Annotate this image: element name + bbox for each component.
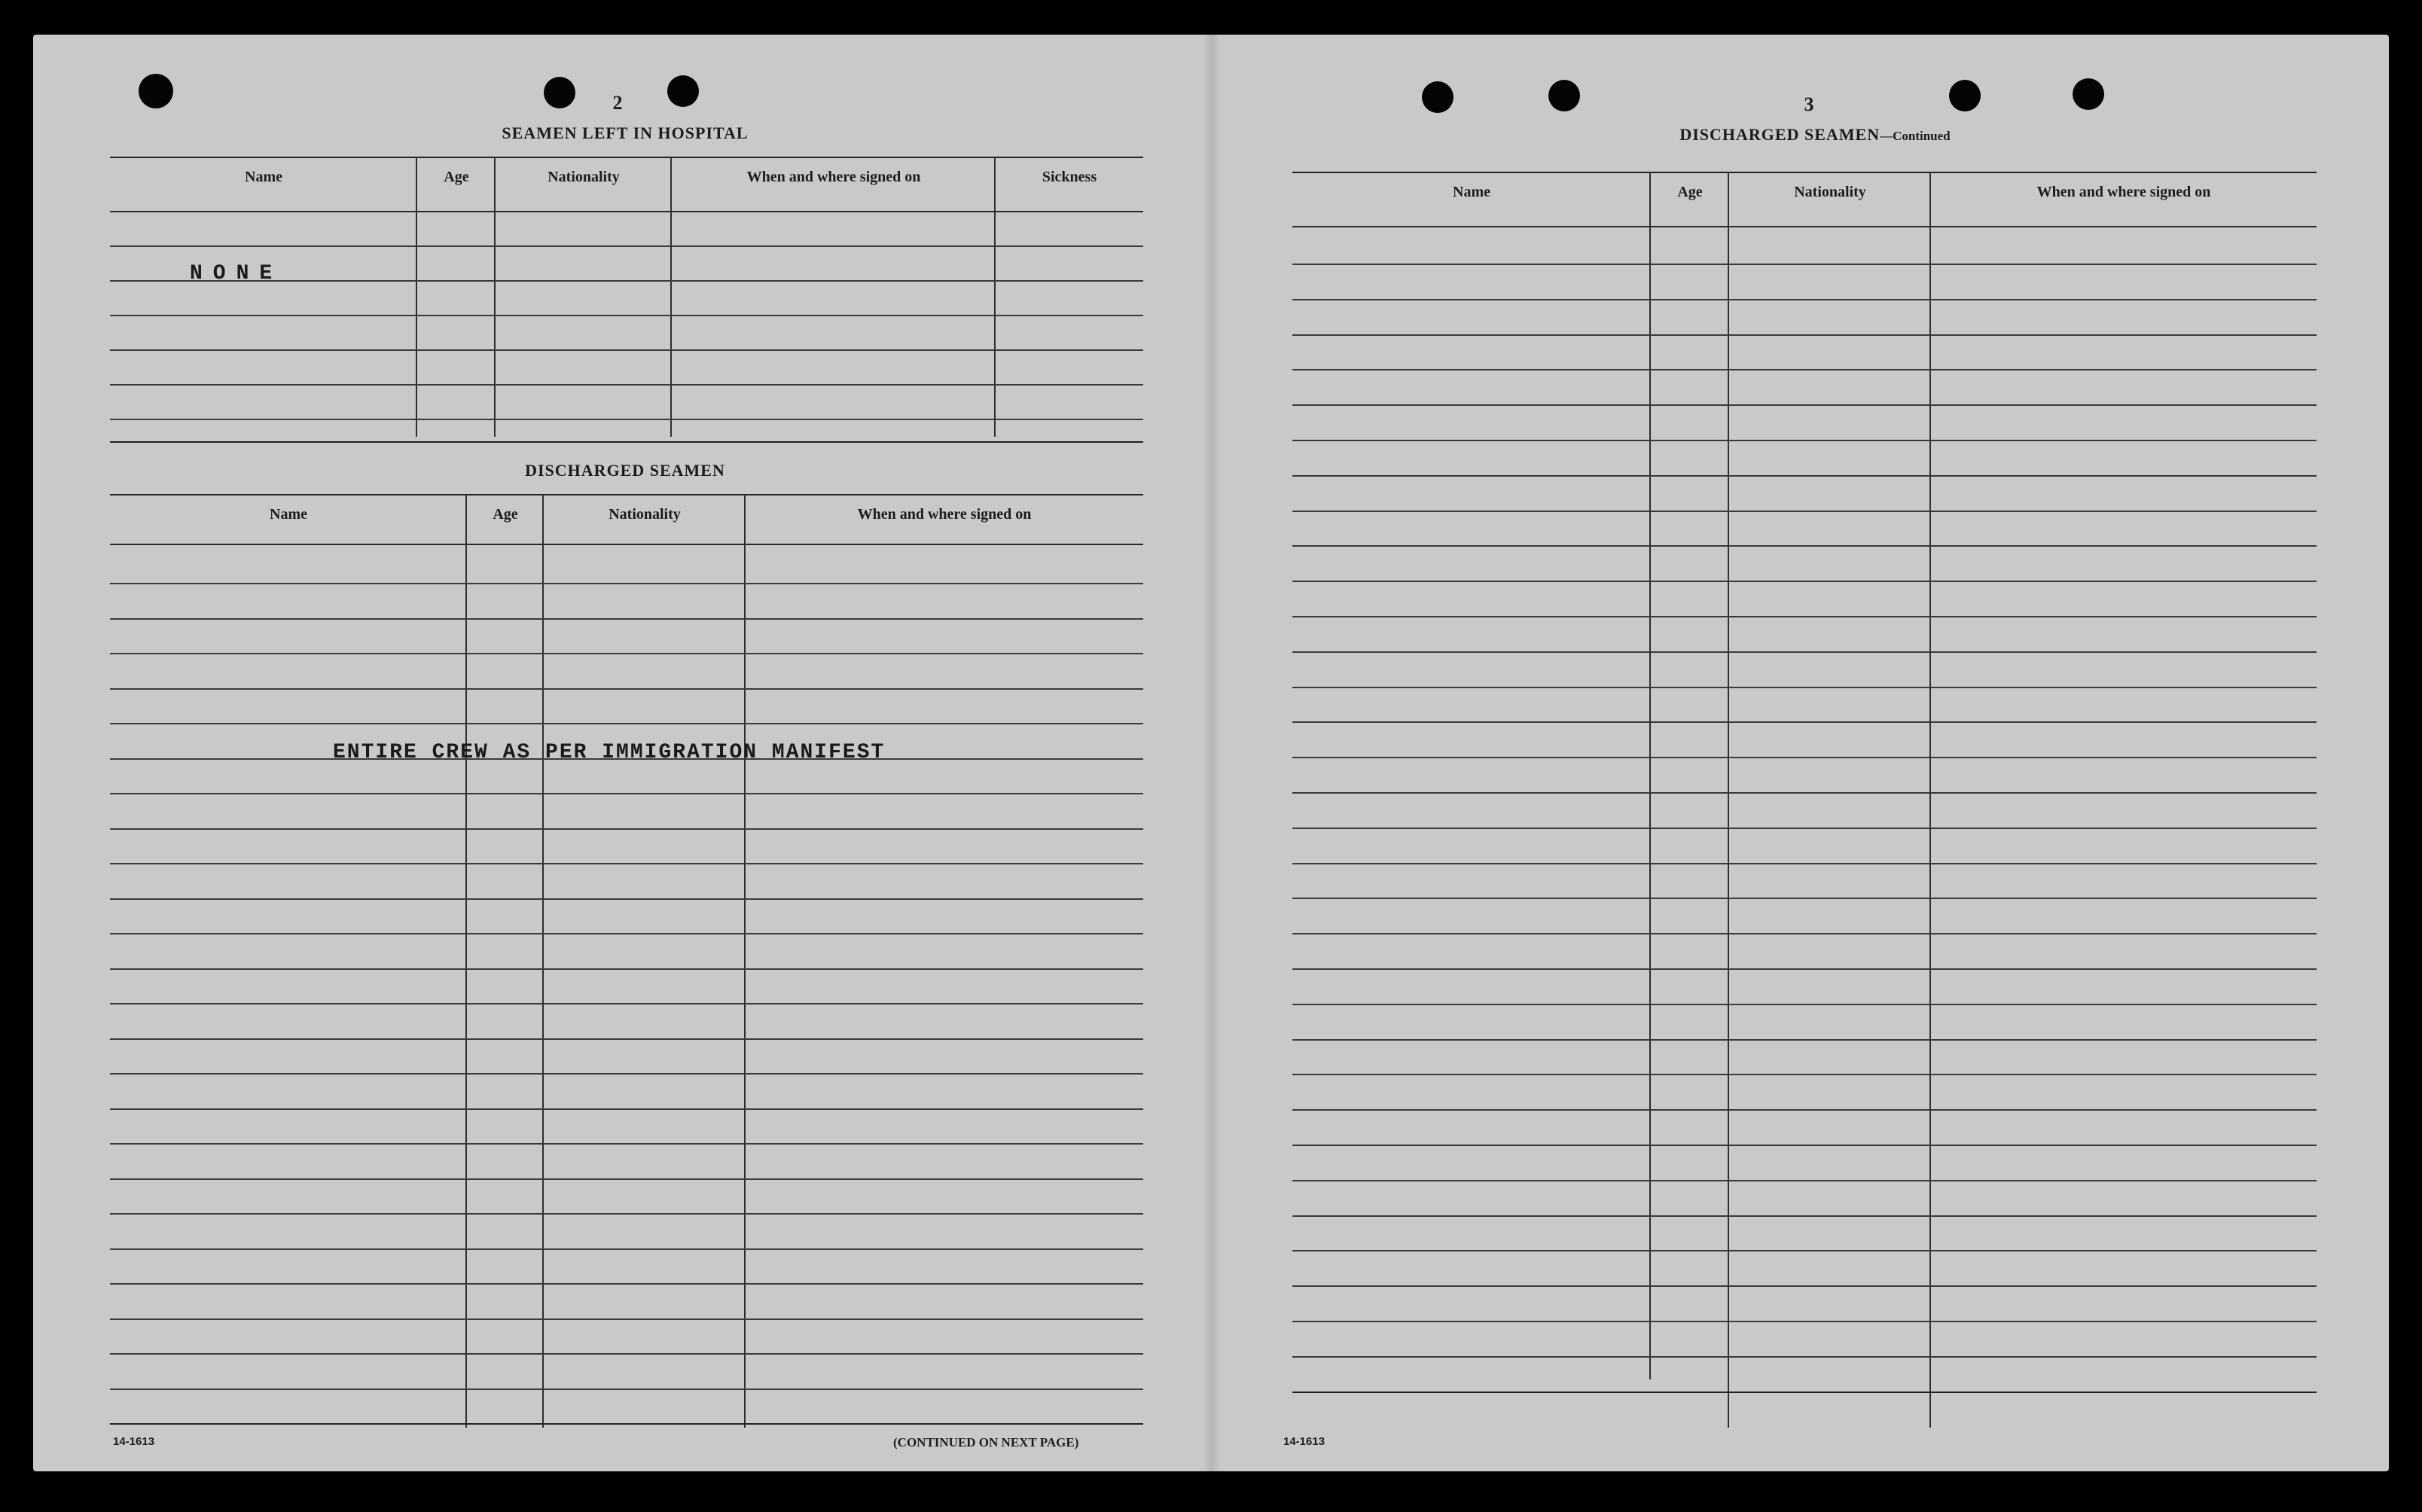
table-row-line	[1292, 792, 2317, 794]
table-row-line	[110, 1213, 1143, 1215]
hospital-entry-text: NONE	[190, 262, 283, 285]
discharged-entry-text: ENTIRE CREW AS PER IMMIGRATION MANIFEST	[333, 741, 886, 764]
column-header-name: Name	[245, 169, 282, 185]
table-row-line	[110, 933, 1143, 934]
table-row-line	[110, 828, 1143, 830]
discharged-section-title: DISCHARGED SEAMEN	[525, 461, 725, 480]
punch-hole	[544, 77, 575, 108]
table-row-line	[110, 583, 1143, 584]
discharged-continued-table	[1292, 172, 2317, 1428]
punch-hole	[1548, 80, 1580, 111]
center-fold	[1203, 35, 1220, 1471]
table-row-line	[1292, 299, 2317, 300]
punch-hole	[2073, 78, 2104, 110]
table-row-line	[1292, 898, 2317, 899]
column-header-sickness: Sickness	[1042, 169, 1097, 185]
page-number: 3	[1804, 93, 1814, 115]
column-header-age: Age	[444, 169, 469, 185]
table-row-line	[1292, 1109, 2317, 1111]
form-number: 14-1613	[113, 1435, 155, 1448]
table-row-line	[1292, 1250, 2317, 1251]
table-row-line	[110, 1073, 1143, 1075]
table-row-line	[1292, 440, 2317, 441]
punch-hole	[1949, 80, 1981, 111]
table-row-line	[1292, 1004, 2317, 1005]
table-row-line	[110, 1318, 1143, 1320]
hospital-table-header	[110, 157, 1143, 212]
table-row-line	[1292, 404, 2317, 406]
table-row-line	[1292, 1392, 2317, 1393]
table-row-line	[110, 653, 1143, 654]
table-row-line	[110, 1353, 1143, 1355]
table-row-line	[110, 1423, 1143, 1425]
table-row-line	[1292, 1180, 2317, 1181]
discharged-table	[110, 494, 1143, 1428]
continued-table-header	[1292, 172, 2317, 227]
column-header-nationality: Nationality	[1794, 184, 1866, 200]
table-row-line	[110, 688, 1143, 690]
punch-hole	[1422, 81, 1454, 113]
column-header-nationality: Nationality	[548, 169, 620, 185]
table-row-line	[110, 1178, 1143, 1180]
discharged-table-header	[110, 494, 1143, 545]
continued-note: (CONTINUED ON NEXT PAGE)	[893, 1435, 1079, 1450]
table-row-line	[1292, 651, 2317, 653]
table-row-line	[1292, 1285, 2317, 1287]
table-row-line	[110, 1003, 1143, 1004]
page-number: 2	[612, 92, 623, 114]
table-row-line	[1292, 264, 2317, 265]
column-header-name: Name	[1453, 184, 1490, 200]
hospital-table	[110, 157, 1143, 443]
column-header-age: Age	[493, 506, 518, 523]
table-row-line	[1292, 1074, 2317, 1075]
punch-hole	[139, 74, 173, 108]
column-header-signed-on: When and where signed on	[2036, 184, 2211, 200]
table-row-line	[1292, 968, 2317, 970]
punch-hole	[667, 75, 699, 107]
table-row-line	[1292, 616, 2317, 617]
table-row-line	[110, 1389, 1143, 1390]
column-header-nationality: Nationality	[609, 506, 681, 523]
table-row-line	[1292, 1145, 2317, 1146]
table-row-line	[1292, 687, 2317, 688]
table-row-line	[110, 968, 1143, 970]
table-row-line	[110, 1248, 1143, 1250]
column-header-name: Name	[270, 506, 307, 523]
table-row-line	[1292, 757, 2317, 758]
column-header-signed-on: When and where signed on	[746, 169, 921, 185]
title-suffix: —Continued	[1880, 129, 1951, 143]
table-row-line	[1292, 1321, 2317, 1322]
table-row-line	[1292, 721, 2317, 723]
table-row-line	[1292, 334, 2317, 336]
table-row-line	[1292, 475, 2317, 477]
table-row-line	[1292, 545, 2317, 547]
table-row-line	[110, 898, 1143, 900]
table-row-line	[1292, 581, 2317, 582]
hospital-section-title: SEAMEN LEFT IN HOSPITAL	[502, 123, 749, 142]
column-header-signed-on: When and where signed on	[857, 506, 1032, 523]
table-row-line	[110, 1143, 1143, 1145]
form-number: 14-1613	[1283, 1435, 1325, 1448]
table-row-line	[1292, 863, 2317, 864]
table-row-line	[1292, 828, 2317, 829]
table-row-line	[1292, 1356, 2317, 1358]
table-row-line	[110, 1038, 1143, 1040]
table-row-line	[110, 1283, 1143, 1285]
table-row-line	[1292, 511, 2317, 512]
table-row-line	[1292, 1039, 2317, 1041]
table-row-line	[1292, 1215, 2317, 1217]
table-row-line	[110, 723, 1143, 724]
table-row-line	[1292, 369, 2317, 370]
table-row-line	[110, 863, 1143, 864]
discharged-continued-title	[1551, 125, 2079, 145]
table-row-line	[1292, 933, 2317, 934]
column-header-age: Age	[1677, 184, 1703, 200]
table-row-line	[110, 1108, 1143, 1110]
table-row-line	[110, 793, 1143, 794]
table-row-line	[110, 618, 1143, 620]
title-main: DISCHARGED SEAMEN	[1679, 125, 1881, 144]
